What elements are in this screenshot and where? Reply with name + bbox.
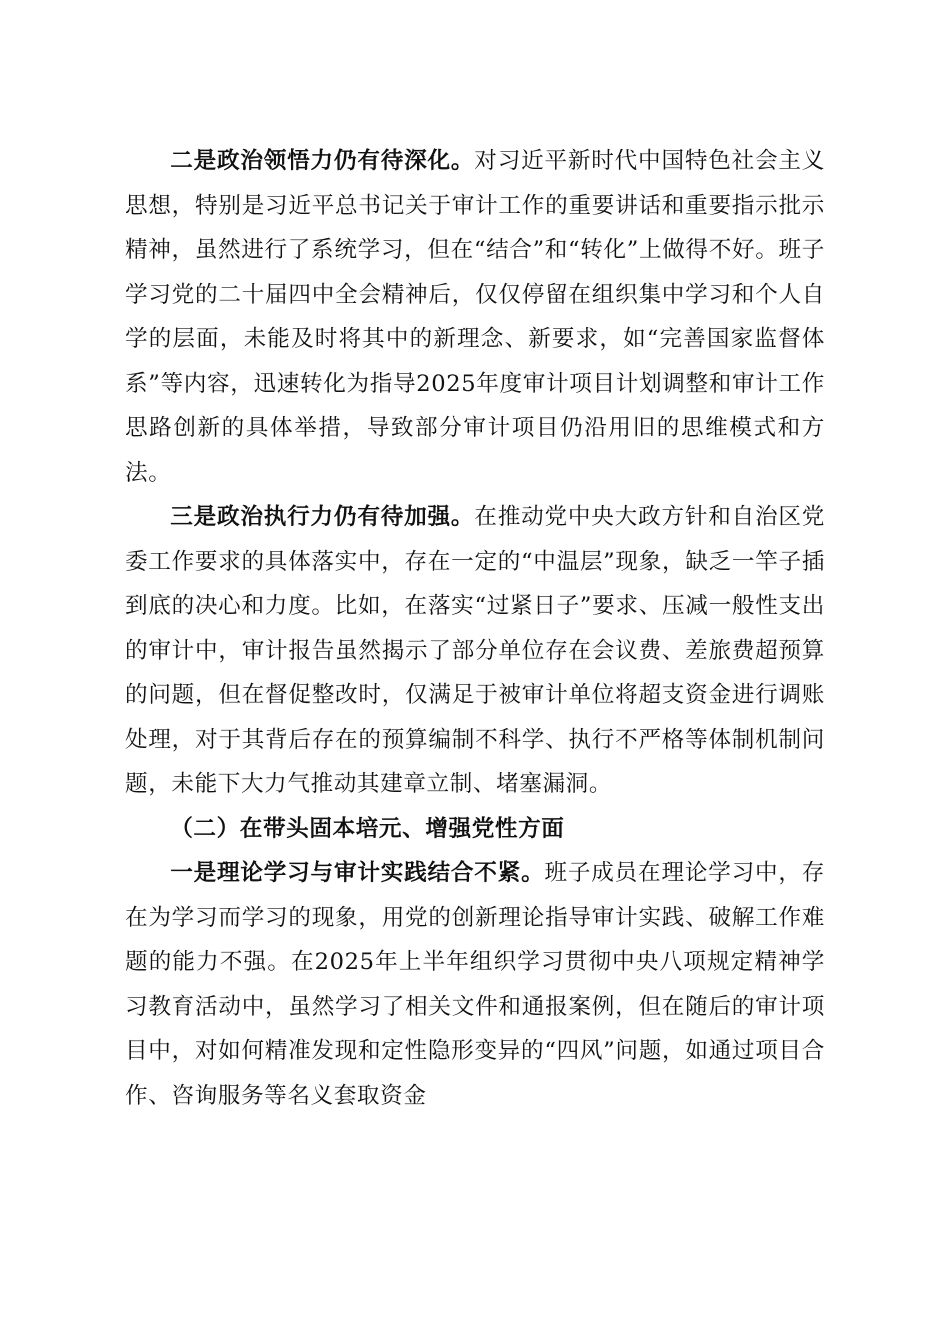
paragraph-body: 班子成员在理论学习中，存在为学习而学习的现象，用党的创新理论指导审计实践、破解工作难题的能力不强。在2025年上半年组织学习贯彻中央八项规定精神学习教育活动中，虽然学习了相关文件和通报案例，但在随后的审计项目中，对如何精准发现和定性隐形变异的“四风”问题，如通过项目合作、咨询服务等名义套取资金 <box>125 860 825 1109</box>
paragraph-theory-practice <box>125 851 825 1118</box>
paragraph-body: 对习近平新时代中国特色社会主义思想，特别是习近平总书记关于审计工作的重要讲话和重要指示批示精神，虽然进行了系统学习，但在“结合”和“转化”上做得不好。班子学习党的二十届四中全会精神后，仅仅停留在组织集中学习和个人自学的层面，未能及时将其中的新理念、新要求，如“完善国家监督体系”等内容，迅速转化为指导2025年度审计项目计划调整和审计工作思路创新的具体举措，导致部分审计项目仍沿用旧的思维模式和方法。 <box>125 148 825 486</box>
paragraph-body: 在推动党中央大政方针和自治区党委工作要求的具体落实中，存在一定的“中温层”现象，缺乏一竿子插到底的决心和力度。比如，在落实“过紧日子”要求、压减一般性支出的审计中，审计报告虽然揭示了部分单位存在会议费、差旅费超预算的问题，但在督促整改时，仅满足于被审计单位将超支资金进行调账处理，对于其背后存在的预算编制不科学、执行不严格等体制机制问题，未能下大力气推动其建章立制、堵塞漏洞。 <box>125 504 825 797</box>
section-heading: （二）在带头固本培元、增强党性方面 <box>170 815 565 842</box>
document-body <box>125 139 825 1118</box>
paragraph-lead: 一是理论学习与审计实践结合不紧。 <box>170 860 545 886</box>
paragraph-lead: 二是政治领悟力仍有待深化。 <box>170 148 475 174</box>
paragraph-lead: 三是政治执行力仍有待加强。 <box>170 504 475 530</box>
paragraph-political-execution <box>125 495 825 807</box>
paragraph-political-understanding <box>125 139 825 495</box>
